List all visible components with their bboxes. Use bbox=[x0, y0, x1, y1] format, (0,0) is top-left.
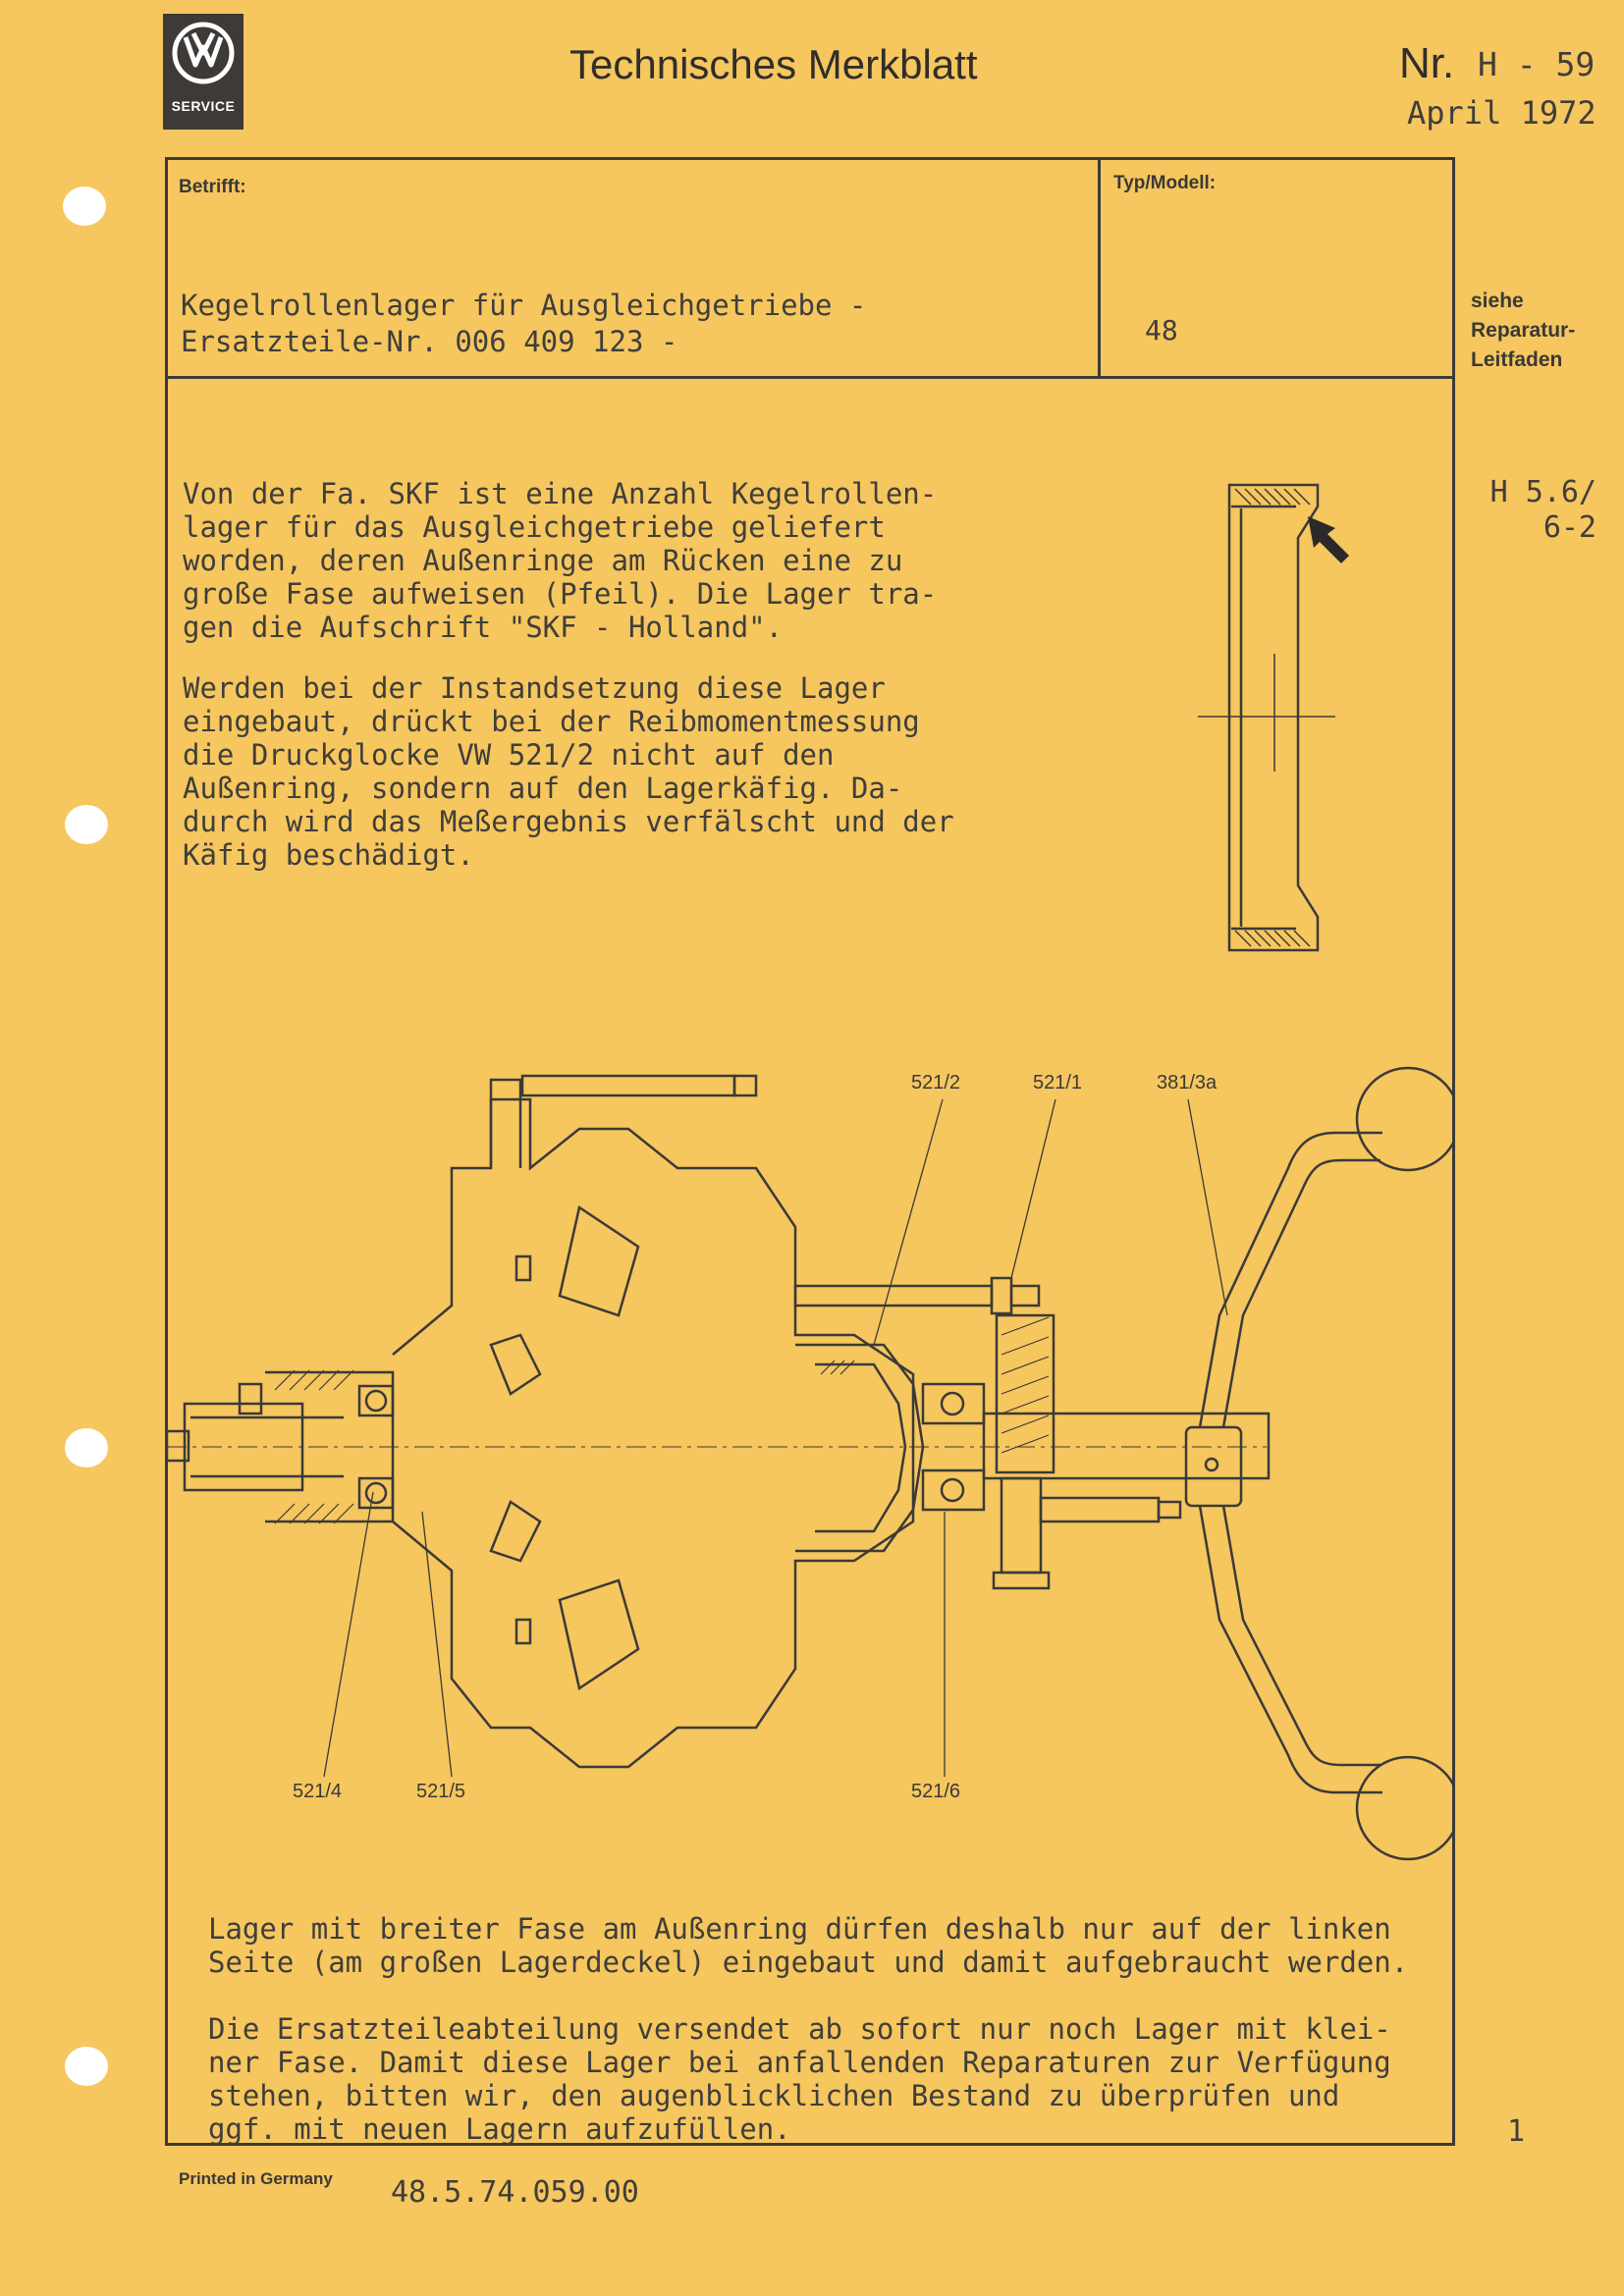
bearing-ring-drawing bbox=[1198, 477, 1365, 958]
callout-521-6: 521/6 bbox=[911, 1781, 961, 1802]
callout-381-3a: 381/3a bbox=[1157, 1072, 1218, 1094]
vw-service-logo bbox=[163, 14, 244, 130]
subject-label: Betrifft: bbox=[179, 177, 246, 197]
paragraph-1: Von der Fa. SKF ist eine Anzahl Kegelrollen- lager für das Ausgleichgetriebe geliefert worden, deren Außenringe am Rücken eine zu große Fase aufweisen (Pfeil). Die Lager tra- gen die Aufschrift "SKF - Holland". bbox=[183, 477, 938, 644]
punch-hole-top bbox=[63, 187, 106, 226]
callout-521-4: 521/4 bbox=[293, 1781, 343, 1802]
differential-assembly-drawing bbox=[167, 1021, 1453, 1895]
header-divider bbox=[165, 376, 1455, 379]
document-number: H - 59 bbox=[1478, 45, 1596, 83]
punch-hole-lower-middle bbox=[65, 1428, 108, 1468]
printed-in-germany: Printed in Germany bbox=[179, 2169, 333, 2188]
print-number: 48.5.74.059.00 bbox=[391, 2175, 639, 2210]
subject-text: Kegelrollenlager für Ausgleichgetriebe - Ersatzteile-Nr. 006 409 123 - bbox=[181, 289, 867, 358]
vw-logo-icon bbox=[172, 22, 235, 84]
type-model-label: Typ/Modell: bbox=[1113, 173, 1217, 193]
paragraph-4: Die Ersatzteileabteilung versendet ab sofort nur noch Lager mit klei- ner Fase. Damit diese Lager bei anfallenden Reparaturen zur Verfügung stehen, bitten wir, den augenblicklichen Bestand zu überprüfen und ggf. mit neuen Lagern aufzufüllen. bbox=[208, 2012, 1391, 2146]
logo-service-text: SERVICE bbox=[171, 98, 236, 114]
repair-manual-reference: H 5.6/ 6-2 bbox=[1489, 475, 1597, 545]
page-number: 1 bbox=[1507, 2114, 1526, 2149]
punch-hole-bottom bbox=[65, 2047, 108, 2086]
repair-manual-note: siehe Reparatur- Leitfaden bbox=[1471, 290, 1576, 371]
type-column-divider bbox=[1098, 157, 1101, 376]
number-label: Nr. bbox=[1399, 39, 1455, 87]
document-title: Technisches Merkblatt bbox=[569, 41, 978, 87]
punch-hole-upper-middle bbox=[65, 805, 108, 844]
paragraph-3: Lager mit breiter Fase am Außenring dürfen deshalb nur auf der linken Seite (am großen Lagerdeckel) eingebaut und damit aufgebraucht werden. bbox=[208, 1912, 1409, 1979]
callout-521-5: 521/5 bbox=[416, 1781, 466, 1802]
chamfer-arrow-icon bbox=[1308, 516, 1349, 563]
paragraph-2: Werden bei der Instandsetzung diese Lager eingebaut, drückt bei der Reibmomentmessung die Druckglocke VW 521/2 nicht auf den Außenring, sondern auf den Lagerkäfig. Da- durch wird das Meßergebnis verfälscht und der Käfig beschädigt. bbox=[183, 671, 954, 872]
type-model-value: 48 bbox=[1145, 314, 1178, 347]
document-date: April 1972 bbox=[1407, 94, 1597, 132]
callout-521-1: 521/1 bbox=[1033, 1072, 1083, 1094]
callout-521-2: 521/2 bbox=[911, 1072, 961, 1094]
